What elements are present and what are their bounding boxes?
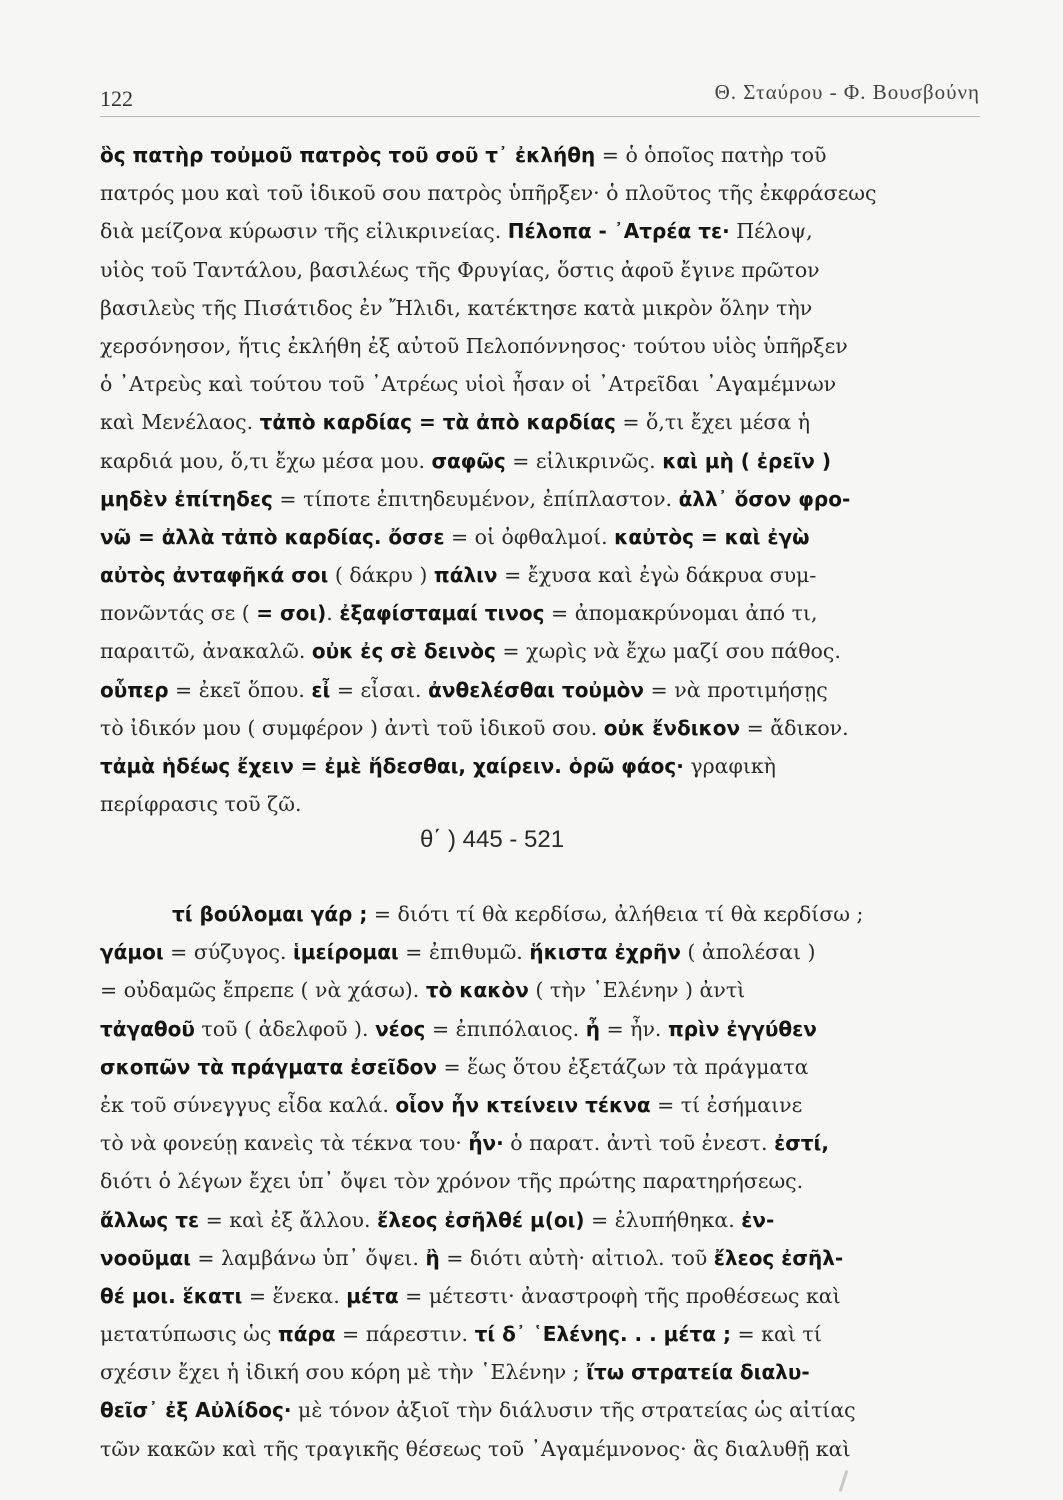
gloss-text: = εἶσαι. [330,677,429,702]
text-line [100,1239,980,1277]
text-line [100,442,980,480]
gloss-text: = ἐκεῖ ὅπου. [168,677,312,702]
gloss-text: τῶν κακῶν καὶ τῆς τραγικῆς θέσεως τοῦ ᾿Αγαμέμνονος· ἃς διαλυθῇ καὶ [100,1436,851,1461]
lemma-bold: τἀπὸ καρδίας = τὰ ἀπὸ καρδίας [259,410,616,435]
lemma-bold: νῶ = ἀλλὰ τἀπὸ καρδίας. ὄσσε [100,524,445,549]
gloss-text: ( ἀπολέσαι ) [680,940,816,965]
lemma-bold: ἐν- [741,1207,775,1232]
gloss-text: τὸ νὰ φονεύῃ κανεὶς τὰ τέκνα του· [100,1131,469,1156]
gloss-text: = ἐλυπήθηκα. [584,1207,742,1232]
gloss-text: . [326,601,340,626]
lemma-bold: νέος [375,1016,426,1041]
gloss-text: = χωρὶς νὰ ἔχω μαζί σου πάθος. [495,639,841,664]
lemma-bold: ἥκιστα ἐχρῆν [529,940,681,965]
lemma-bold: = σοι) [256,601,327,626]
text-line [100,518,980,556]
lemma-bold: ἐστί, [774,1131,829,1156]
gloss-text: = λαμβάνω ὑπ᾽ ὄψει. [190,1245,426,1270]
gloss-text: μὲ τόνον ἀξιοῖ τὴν διάλυσιν τῆς στρατείας ὡς αἰτίας [291,1398,856,1423]
gloss-text: σχέσιν ἔχει ἡ ἰδική σου κόρη μὲ τὴν ῾Ελένην ; [100,1360,587,1385]
text-line [100,785,980,823]
lemma-bold: τί βούλομαι γάρ ; [172,902,368,926]
lemma-bold: ἱμείρομαι [292,940,399,965]
lemma-bold: θέ μοι. ἕκατι [100,1283,243,1308]
running-head: Θ. Σταύρου - Φ. Βουσβούνη [714,80,980,104]
lemma-bold: ἀνθελέσθαι τοὐμὸν [428,677,645,702]
text-line [100,556,980,594]
lemma-bold: μηδὲν ἐπίτηδες [100,486,273,511]
lemma-bold: οὐκ ἐς σὲ δεινὸς [311,639,496,664]
text-line [100,365,980,403]
header-rule [100,116,980,117]
lemma-bold: θεῖσ᾽ ἐξ Αὐλίδος· [100,1398,292,1423]
text-line [100,289,980,327]
gloss-text: = οἱ ὀφθαλμοί. [444,524,615,549]
gloss-text: ( δάκρυ ) [328,563,434,588]
gloss-text: τὸ ἰδικόν μου ( συμφέρον ) ἀντὶ τοῦ ἰδικοῦ σου. [100,715,604,740]
text-line [100,632,980,670]
commentary-block-2 [100,895,980,1468]
text-line [100,747,980,785]
gloss-text: = ἕως ὅτου ἐξετάζων τὰ πράγματα [436,1054,809,1079]
text-line [100,1391,980,1429]
lemma-bold: ἐξαφίσταμαί τινος [339,601,545,626]
text-line [100,1315,980,1353]
gloss-text: = ἐπιπόλαιος. [425,1016,586,1041]
lemma-bold: οὗπερ [100,677,169,702]
gloss-text: = καὶ ἐξ ἄλλου. [199,1207,378,1232]
lemma-bold: οὐκ ἔνδικον [603,715,741,740]
lemma-bold: ἢ [425,1245,440,1270]
gloss-text: ὁ ᾿Ατρεὺς καὶ τούτου τοῦ ᾿Ατρέως υἱοὶ ἦσαν οἱ ᾿Ατρεῖδαι ᾿Αγαμέμνων [100,372,837,397]
text-line [100,709,980,747]
gloss-text: μετατύπωσις ὡς [100,1322,278,1347]
lemma-bold: ἔλεος ἐσῆλθέ μ(οι) [377,1207,585,1232]
gloss-text: = ἀπομακρύνομαι ἀπό τι, [544,601,818,626]
gloss-text: = ὁ ὁποῖος πατὴρ τοῦ [595,143,827,167]
gloss-text: = τί ἐσήμαινε [650,1092,803,1117]
gloss-text: γραφικὴ [683,754,776,778]
lemma-bold: τἀμὰ ἡδέως ἔχειν = ἐμὲ ἥδεσθαι, χαίρειν. ὁρῶ φάος· [100,754,684,778]
text-line [100,1048,980,1086]
text-line [100,1430,980,1468]
text-line [100,1201,980,1239]
text-line [100,1086,980,1124]
text-line [100,971,980,1009]
gloss-text: καὶ Μενέλαος. [100,410,260,435]
text-line [100,1124,980,1162]
lemma-bold: τἀγαθοῦ [100,1016,195,1041]
gloss-text: = τίποτε ἐπιτηδευμένον, ἐπίπλαστον. [272,486,679,511]
text-line [100,1277,980,1315]
text-line [100,251,980,289]
lemma-bold: γάμοι [100,940,164,965]
lemma-bold: τὸ κακὸν [425,978,529,1003]
commentary-block-1 [100,136,980,823]
text-line [100,895,980,933]
gloss-text: = διότι τί θὰ κερδίσω, ἀλήθεια τί θὰ κερδίσω ; [367,902,864,926]
gloss-text: διὰ μείζονα κύρωσιν τῆς εἰλικρινείας. [100,219,508,244]
lemma-bold: καὐτὸς = καὶ ἐγὼ [614,524,810,549]
lemma-bold: Πέλοπα - ᾿Ατρέα τε· [507,219,730,244]
text-line [100,1010,980,1048]
gloss-text: βασιλεὺς τῆς Πισάτιδος ἐν Ἤλιδι, κατέκτησε κατὰ μικρὸν ὅλην τὴν [100,295,813,320]
text-line [100,1353,980,1391]
text-line [100,136,980,174]
gloss-text: χερσόνησον, ἥτις ἐκλήθη ἐξ αὐτοῦ Πελοπόννησος· τούτου υἱὸς ὑπῆρξεν [100,333,848,358]
text-line [100,403,980,441]
lemma-bold: οἷον ἦν κτείνειν τέκνα [395,1092,651,1117]
gloss-text: = καὶ τί [730,1322,822,1347]
gloss-text: περίφρασις τοῦ ζῶ. [100,792,302,817]
gloss-text: ἐκ τοῦ σύνεγγυς εἶδα καλά. [100,1092,396,1117]
gloss-text: παραιτῶ, ἀνακαλῶ. [100,639,312,664]
text-line [100,212,980,250]
text-line [100,933,980,971]
gloss-text: πατρός μου καὶ τοῦ ἰδικοῦ σου πατρὸς ὑπῆρξεν· ὁ πλοῦτος τῆς ἐκφράσεως [100,181,877,206]
lemma-bold: ἔλεος ἐσῆλ- [713,1245,844,1270]
section-heading: θ΄ ) 445 - 521 [420,826,565,853]
lemma-bold: ἄλλως τε [100,1207,200,1232]
text-line [100,1162,980,1200]
lemma-bold: μέτα [346,1283,399,1308]
lemma-bold: αὐτὸς ἀνταφῆκά σοι [100,563,329,588]
gloss-text: = ἦν. [599,1016,668,1041]
gloss-text: = ἐπιθυμῶ. [398,940,530,965]
gloss-text: = εἰλικρινῶς. [505,448,663,473]
gloss-text: = νὰ προτιμήσῃς [644,677,828,702]
lemma-bold: πάλιν [433,563,498,588]
gloss-text: = ἕνεκα. [242,1283,347,1308]
lemma-bold: τί δ᾽ ῾Ελένης. . . μέτα ; [474,1322,731,1347]
lemma-bold: νοοῦμαι [100,1245,191,1270]
text-line [100,671,980,709]
gloss-text: = σύζυγος. [163,940,293,965]
gloss-text: υἱὸς τοῦ Ταντάλου, βασιλέως τῆς Φρυγίας, ὅστις ἀφοῦ ἔγινε πρῶτον [100,257,820,282]
text-line [100,327,980,365]
page-header [100,74,980,114]
lemma-bold: σαφῶς [431,448,506,473]
lemma-bold: ἴτω στρατεία διαλυ- [586,1360,810,1385]
lemma-bold: σκοπῶν τὰ πράγματα ἐσεῖδον [100,1054,437,1079]
lemma-bold: ἦν· [468,1131,504,1156]
gloss-text: τοῦ ( ἀδελφοῦ ). [194,1016,376,1041]
lemma-bold: πρὶν ἐγγύθεν [667,1016,817,1041]
gloss-text: διότι ὁ λέγων ἔχει ὑπ᾽ ὄψει τὸν χρόνον τῆς πρώτης παρατηρήσεως. [100,1169,804,1194]
pen-mark [839,1470,849,1492]
gloss-text: = πάρεστιν. [335,1322,475,1347]
lemma-bold: ἀλλ᾽ ὅσον φρο- [678,486,851,511]
text-line [100,480,980,518]
gloss-text: = ἔχυσα καὶ ἐγὼ δάκρυα συμ- [497,563,817,588]
page-number: 122 [100,86,133,111]
lemma-bold: καὶ μὴ ( ἐρεῖν ) [662,448,832,473]
lemma-bold: ὃς πατὴρ τοὐμοῦ πατρὸς τοῦ σοῦ τ᾽ ἐκλήθη [100,143,596,167]
text-line [100,174,980,212]
gloss-text: ( τὴν ῾Ελένην ) ἀντὶ [528,978,746,1003]
gloss-text: = διότι αὐτὴ· αἰτιολ. τοῦ [439,1245,714,1270]
gloss-text: ὁ παρατ. ἀντὶ τοῦ ἐνεστ. [503,1131,775,1156]
lemma-bold: ἦ [585,1016,600,1041]
gloss-text: = μέτεστι· ἀναστροφὴ τῆς προθέσεως καὶ [398,1283,841,1308]
gloss-text: = ὅ,τι ἔχει μέσα ἡ [615,410,810,435]
lemma-bold: εἶ [311,677,331,702]
gloss-text: πονῶντάς σε ( [100,601,257,626]
lemma-bold: πάρα [277,1322,336,1347]
gloss-text: = ἄδικον. [740,715,849,740]
gloss-text: Πέλοψ, [729,219,813,244]
gloss-text: = οὐδαμῶς ἔπρεπε ( νὰ χάσω). [100,978,426,1003]
gloss-text: καρδιά μου, ὅ,τι ἔχω μέσα μου. [100,448,432,473]
text-line [100,594,980,632]
